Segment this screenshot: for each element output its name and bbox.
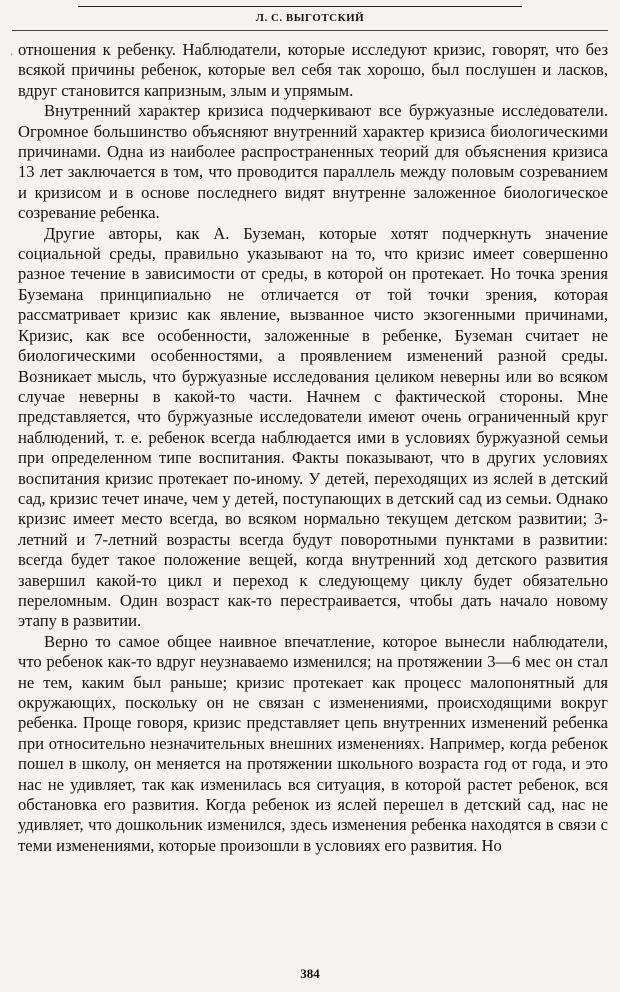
- paragraph-1: отношения к ребенку. Наблюдатели, которые исследуют кризис, говорят, что без всякой причины ребенок, которые вел себя так хорошо, был послушен и ласков, вдруг становится капризным, злым и упрямым.: [18, 40, 608, 100]
- paragraph-3: Другие авторы, как А. Буземан, которые хотят подчеркнуть значение социальной среды, правильно указывают на то, что кризис имеет совершенно разное течение в зависимости от среды, в которой он протекает. Но точка зрения Буземана принципиально не отличается от той точки зрения, которая рассматривает кризис как явление, вызванное чисто экзогенными причинами, Кризис, как все особенности, заложенные в ребенке, Буземан считает не биологическими особенностями, а проявлением изменений разной среды. Возникает мысль, что буржуазные исследования целиком неверны или во всяком случае неверны в какой-то части. Начнем с фактической стороны. Мне представляется, что буржуазные исследователи имеют очень ограниченный круг наблюдений, т. е. ребенок всегда наблюдается ими в условиях буржуазной семьи при определенном типе воспитания. Факты показывают, что в других условиях воспитания кризис протекает по-иному. У детей, переходящих из яслей в детский сад, кризис течет иначе, чем у детей, поступающих в детский сад из семьи. Однако кризис имеет место всегда, во всяком нормально текущем детском развитии; 3-летний и 7-летний возрасты всегда будут поворотными пунктами в развитии: всегда будет такое положение вещей, когда внутренний ход детского развития завершил какой-то цикл и переход к следующему циклу будет обязательно переломным. Один возраст как-то перестраивается, чтобы дать начало новому этапу в развитии.: [18, 223, 608, 631]
- running-head: Л. С. ВЫГОТСКИЙ: [255, 12, 365, 24]
- page-number: 384: [300, 966, 320, 981]
- margin-mark: ': [11, 52, 13, 61]
- header-rule-bottom: [12, 30, 608, 31]
- body-text: [18, 40, 608, 856]
- paragraph-4: Верно то самое общее наивное впечатление, которое вынесли наблюдатели, что ребенок как-то вдруг неузнаваемо изменился; на протяжении 3—6 мес он стал не тем, каким был раньше; кризис протекает как процесс малопонятный для окружающих, поскольку он не связан с изменениями, происходящими вокруг ребенка. Проще говоря, кризис представляет цепь внутренних изменений ребенка при относительно незначительных внешних изменениях. Например, когда ребенок пошел в школу, он меняется на протяжении школьного возраста год от года, и это нас не удивляет, так как изменилась вся ситуация, в которой растет ребенок, вся обстановка его развития. Когда ребенок из яслей перешел в детский сад, нас не удивляет, что дошкольник изменился, здесь изменения ребенка находятся в связи с теми изменениями, которые произошли в условиях его развития. Но: [18, 631, 608, 855]
- paragraph-2: Внутренний характер кризиса подчеркивают все буржуазные исследователи. Огромное большинство объясняют внутренний характер кризиса биологическими причинами. Одна из наиболее распространенных теорий для объяснения кризиса 13 лет заключается в том, что проводится параллель между половым созреванием и кризисом и в основе последнего видят внутренне заложенное биологическое созревание ребенка.: [18, 101, 608, 223]
- header-rule-top: [78, 6, 522, 7]
